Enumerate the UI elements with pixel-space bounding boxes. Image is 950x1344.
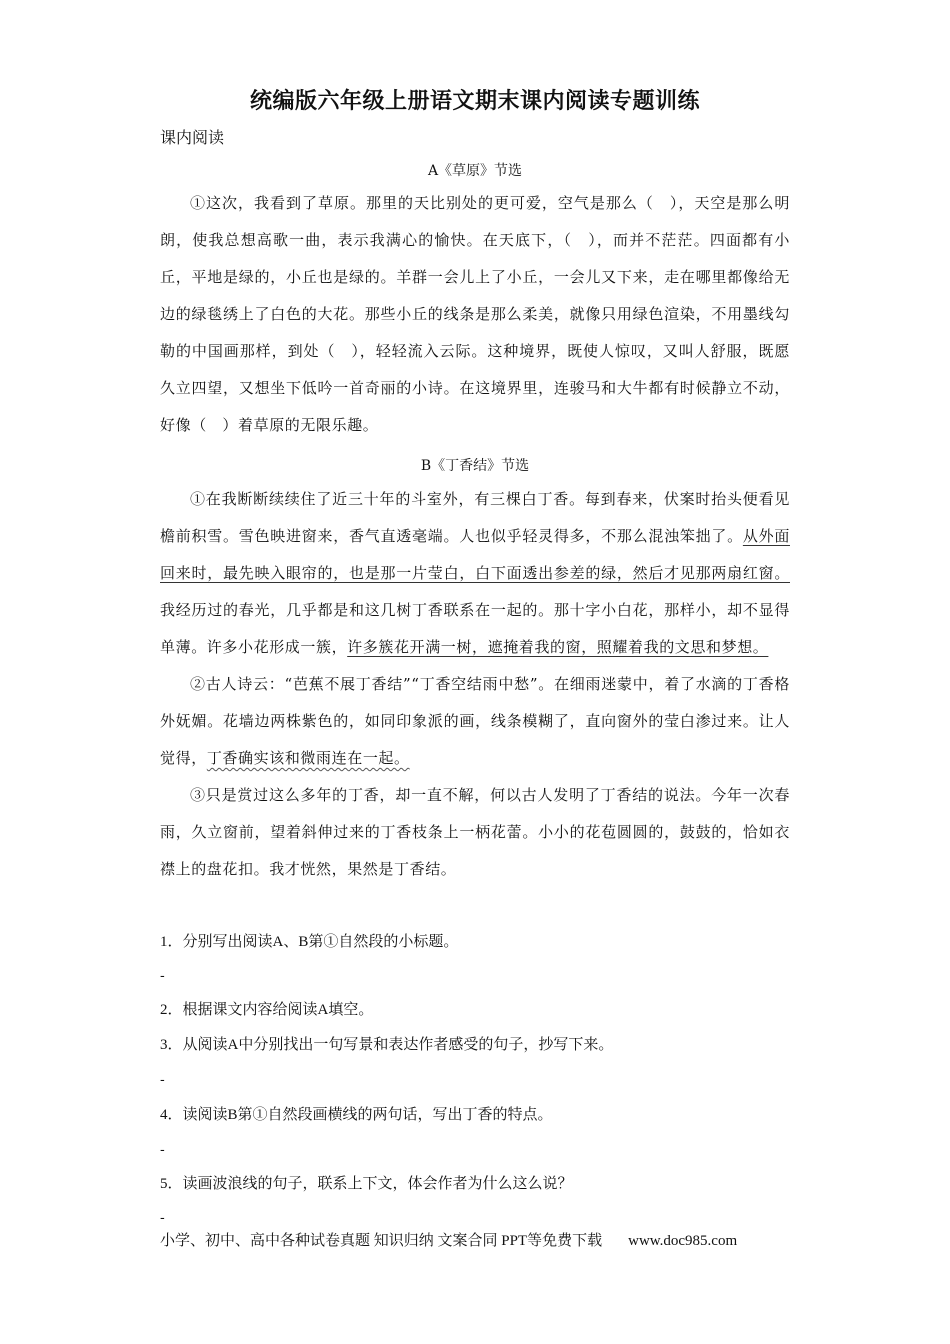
page-title: 统编版六年级上册语文期末课内阅读专题训练	[249, 89, 700, 114]
question-4: 4．读阅读B第①自然段画横线的两句话，写出丁香的特点。	[160, 1107, 553, 1123]
underlined-sentence-1: 从外面回来时，最先映入眼帘的，也是那一片莹白，白下面透出参差的绿，然后才见那两扇红窗。	[160, 527, 790, 582]
page-footer	[160, 1229, 800, 1250]
passage-b-paragraph-1	[160, 481, 790, 666]
passage-b-heading: B《丁香结》节选	[420, 458, 530, 474]
answer-line-3[interactable]: -	[160, 1072, 165, 1088]
passage-b-paragraph-3: ③只是赏过这么多年的丁香，却一直不解，何以古人发明了丁香结的说法。今年一次春雨，久立窗前，望着斜伸过来的丁香枝条上一柄花蕾。小小的花苞圆圆的，鼓鼓的，恰如衣襟上的盘花扣。我才恍然，果然是丁香结。	[160, 786, 790, 878]
question-3: 3．从阅读A中分别找出一句写景和表达作者感受的句子，抄写下来。	[160, 1037, 614, 1053]
passage-b	[160, 481, 790, 888]
passage-b-p2-text: ②古人诗云：“芭蕉不展丁香结”“丁香空结雨中愁”。在细雨迷蒙中，着了水滴的丁香格外妩媚。花墙边两株紫色的，如同印象派的画，线条模糊了，直向窗外的莹白渗过来。让人觉得，	[160, 675, 790, 767]
question-5: 5．读画波浪线的句子，联系上下文，体会作者为什么这么说？	[160, 1176, 573, 1192]
footer-promo-text: 小学、初中、高中各种试卷真题 知识归纳 文案合同 PPT等免费下载	[160, 1233, 603, 1249]
answer-line-4[interactable]: -	[160, 1142, 165, 1158]
question-1: 1．分别写出阅读A、B第①自然段的小标题。	[160, 934, 459, 950]
passage-b-p1-text: ①在我断断续续住了近三十年的斗室外，有三棵白丁香。每到春来，伏案时抬头便看见檐前积雪。雪色映进窗来，香气直透毫端。人也似乎轻灵得多，不那么混浊笨拙了。	[160, 490, 790, 545]
passage-a	[160, 185, 790, 444]
underlined-sentence-2: 许多簇花开满一树，遮掩着我的窗，照耀着我的文思和梦想。	[347, 638, 769, 656]
passage-b-paragraph-2	[160, 666, 790, 777]
question-2: 2．根据课文内容给阅读A填空。	[160, 1002, 374, 1018]
section-label: 课内阅读	[160, 128, 225, 147]
wavy-sentence: 丁香确实该和微雨连在一起。	[206, 749, 410, 767]
footer-website-link[interactable]: www.doc985.com	[628, 1233, 738, 1249]
answer-line-1[interactable]: -	[160, 968, 165, 984]
answer-line-5[interactable]: -	[160, 1210, 165, 1226]
passage-a-paragraph-1: ①这次，我看到了草原。那里的天比别处的更可爱，空气是那么（ ），天空是那么明朗，使我总想高歌一曲，表示我满心的愉快。在天底下，（ ），而并不茫茫。四面都有小丘，平地是绿的，小丘也是绿的。羊群一会儿上了小丘，一会儿又下来，走在哪里都像给无边的绿毯绣上了白色的大花。那些小丘的线条是那么柔美，就像只用绿色渲染，不用墨线勾勒的中国画那样，到处（ ），轻轻流入云际。这种境界，既使人惊叹，又叫人舒服，既愿久立四望，又想坐下低吟一首奇丽的小诗。在这境界里，连骏马和大牛都有时候静立不动，好像（ ）着草原的无限乐趣。	[160, 194, 790, 434]
passage-b-p1-text-2: 我经历过的春光，几乎都是和这几树丁香联系在一起的。那十字小白花，那样小，却不显得单薄。许多小花形成一簇，	[160, 601, 790, 656]
passage-a-heading: A《草原》节选	[427, 163, 523, 179]
